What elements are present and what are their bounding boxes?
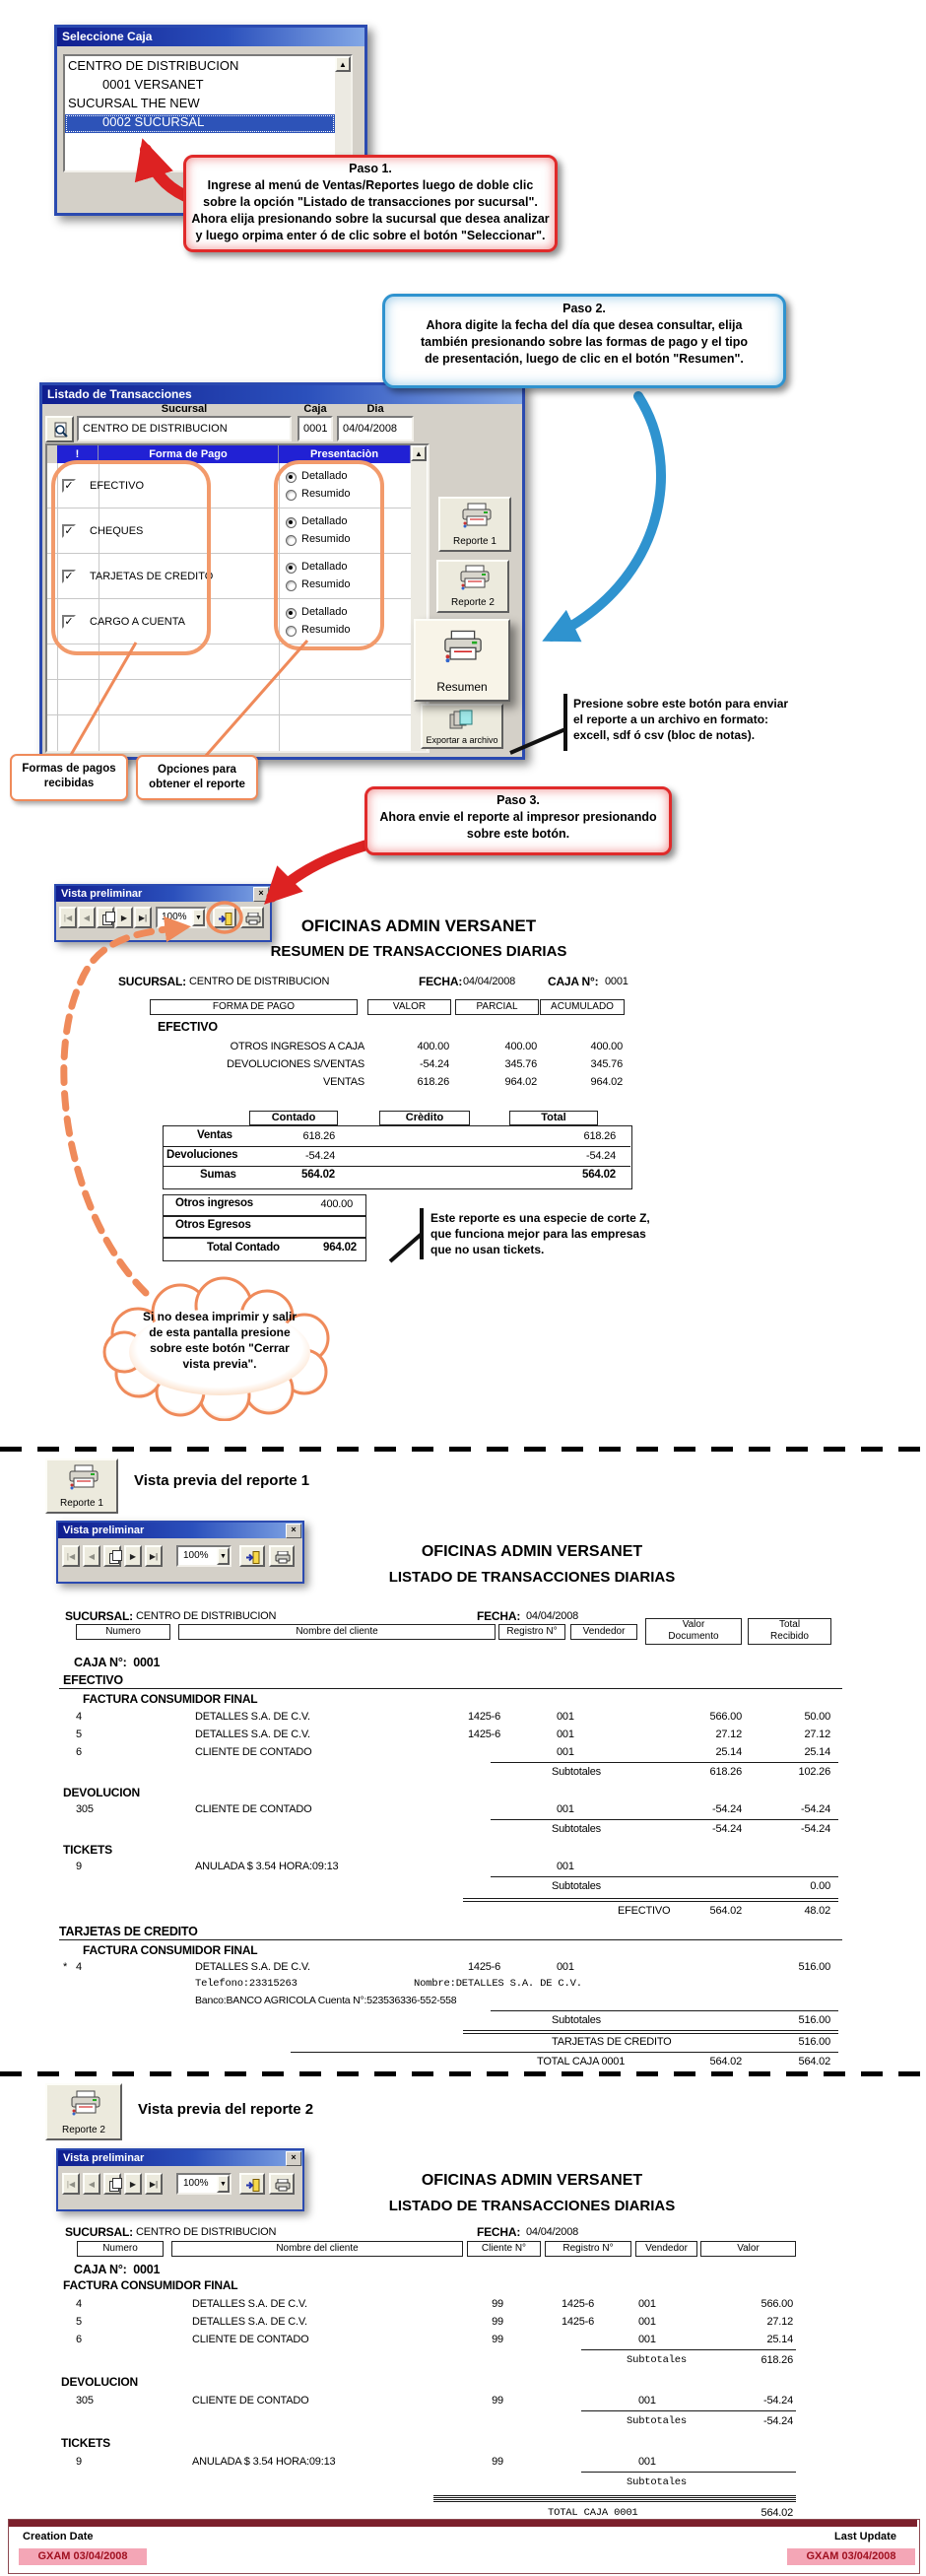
seleccione-caja-titlebar xyxy=(57,28,364,46)
last-update-label: Last Update xyxy=(834,2531,896,2542)
reporte1-button[interactable]: Reporte 1 xyxy=(438,497,511,552)
preview-magnifier-icon xyxy=(52,422,70,440)
nav-next-button[interactable]: ▶ xyxy=(115,907,133,928)
corte-note-bracket xyxy=(390,1208,422,1261)
resumido-label: Resumido xyxy=(301,578,351,590)
col-credito: Crèdito xyxy=(379,1111,470,1125)
forma-label: EFECTIVO xyxy=(90,480,145,492)
close-preview-button[interactable] xyxy=(239,2173,265,2195)
nav-next-button[interactable]: ▶ xyxy=(124,2173,142,2195)
scroll-up-button[interactable] xyxy=(335,56,351,72)
paso1-line: Ahora elija presionando sobre la sucursal que desea analizar xyxy=(191,212,550,226)
close-icon[interactable]: × xyxy=(286,1524,301,1538)
seleccione-caja-title: Seleccione Caja xyxy=(62,30,153,43)
paso1-line: y luego orpima enter ó de clic sobre el botón "Seleccionar". xyxy=(195,229,546,242)
cloud-callout xyxy=(94,1273,350,1421)
list-item[interactable]: CENTRO DE DISTRIBUCION xyxy=(68,58,239,73)
paso1-callout xyxy=(183,155,558,252)
last-update-value: GXAM 03/04/2008 xyxy=(787,2548,915,2565)
caja-field[interactable]: 0001 xyxy=(298,416,333,441)
creation-date-label: Creation Date xyxy=(23,2531,94,2542)
vista-preliminar-window xyxy=(54,884,272,942)
zoom-combobox[interactable]: 100% ▼ xyxy=(176,2173,232,2195)
paso2-callout xyxy=(382,294,786,388)
close-preview-button[interactable] xyxy=(213,907,236,928)
cloud-text: Si no desea imprimir y salir de esta pantalla presione sobre este botón "Cerrar vista previa". xyxy=(142,1310,298,1371)
export-folders-icon xyxy=(448,708,478,733)
listado-title: Listado de Transacciones xyxy=(47,387,192,401)
exportar-button[interactable]: Exportar a archivo xyxy=(421,704,503,749)
nav-last-button[interactable]: ▶| xyxy=(134,907,152,928)
vista-preliminar-window xyxy=(56,1521,304,1584)
forma-label: CHEQUES xyxy=(90,525,144,537)
check-icon: ✓ xyxy=(64,525,74,537)
paso2-line: también presionando sobre las formas de pago y el tipo xyxy=(420,335,748,349)
combo-arrow-icon[interactable]: ▼ xyxy=(217,2175,230,2193)
resumido-label: Resumido xyxy=(301,533,351,545)
vista-preliminar-titlebar: Vista preliminar xyxy=(56,886,270,902)
nav-prev-button[interactable]: ◀ xyxy=(83,2173,100,2195)
preview-report-button[interactable] xyxy=(45,416,74,442)
detallado-label: Detallado xyxy=(301,561,348,573)
formas-highlight-outline xyxy=(51,460,214,655)
col-valor-documento: Valor Documento xyxy=(645,1618,742,1645)
dia-field[interactable]: 04/04/2008 xyxy=(337,416,414,441)
list-item-selected[interactable]: 0002 SUCURSAL xyxy=(65,114,335,133)
exit-door-icon xyxy=(245,2178,261,2193)
vista-preliminar-titlebar: Vista preliminar xyxy=(58,2150,302,2166)
paso2-arrow xyxy=(552,396,661,637)
col-total-recibido: Total Recibido xyxy=(748,1618,831,1645)
scroll-up-icon: ▲ xyxy=(415,449,423,458)
grid-scroll-up-button[interactable] xyxy=(411,445,427,461)
resumen-button[interactable]: Resumen xyxy=(414,619,510,702)
presentacion-highlight-outline xyxy=(274,460,384,650)
paso1-line: sobre la opción "Listado de transacciones por sucursal". xyxy=(203,195,538,209)
paso3-title: Paso 3. xyxy=(496,793,540,807)
paso3-line: Ahora envie el reporte al impresor presionando xyxy=(379,810,657,824)
nav-last-button[interactable]: ▶| xyxy=(145,1545,163,1567)
combo-arrow-icon[interactable]: ▼ xyxy=(192,909,205,926)
pages-button[interactable] xyxy=(97,907,114,928)
dia-label: Dia xyxy=(366,403,384,415)
listado-window xyxy=(39,382,525,760)
combo-arrow-icon[interactable]: ▼ xyxy=(217,1547,230,1565)
forma-label: TARJETAS DE CREDITO xyxy=(90,571,214,582)
grid-header-presentacion: Presentaciòn xyxy=(279,445,411,463)
creation-date-value: GXAM 03/04/2008 xyxy=(19,2548,147,2565)
formas-callout: Formas de pagos recibidas xyxy=(10,754,128,801)
nav-first-button[interactable]: |◀ xyxy=(62,1545,80,1567)
resumen-title1: OFICINAS ADMIN VERSANET xyxy=(300,916,537,935)
col-forma-de-pago: FORMA DE PAGO xyxy=(150,999,358,1015)
report2-section-label: Vista previa del reporte 2 xyxy=(138,2101,314,2118)
opciones-callout: Opciones para obtener el reporte xyxy=(136,755,258,800)
pages-button[interactable] xyxy=(103,1545,121,1567)
close-icon[interactable]: × xyxy=(253,887,269,902)
reporte1-section-button[interactable]: Reporte 1 xyxy=(45,1458,118,1514)
col-parcial: PARCIAL xyxy=(455,999,539,1015)
col-acumulado: ACUMULADO xyxy=(540,999,625,1015)
close-preview-button[interactable] xyxy=(239,1545,265,1567)
printer-icon xyxy=(441,629,485,664)
exit-door-icon xyxy=(218,912,233,926)
nav-first-button[interactable]: |◀ xyxy=(59,907,77,928)
printer-icon xyxy=(458,565,492,590)
pages-button[interactable] xyxy=(103,2173,121,2195)
grid-header-forma: Forma de Pago xyxy=(99,445,279,463)
list-item[interactable]: 0001 VERSANET xyxy=(102,77,204,92)
detallado-label: Detallado xyxy=(301,515,348,527)
zoom-combobox[interactable]: 100% ▼ xyxy=(176,1545,232,1567)
list-item[interactable]: SUCURSAL THE NEW xyxy=(68,96,200,110)
check-icon: ✓ xyxy=(64,571,74,582)
close-icon[interactable]: × xyxy=(286,2151,301,2166)
col-contado: Contado xyxy=(249,1111,338,1125)
nav-prev-button[interactable]: ◀ xyxy=(78,907,96,928)
resumido-label: Resumido xyxy=(301,624,351,636)
reporte2-section-button[interactable]: Reporte 2 xyxy=(45,2083,122,2140)
paso1-title: Paso 1. xyxy=(349,162,392,175)
sucursal-label: Sucursal xyxy=(161,403,208,415)
check-icon: ✓ xyxy=(64,616,74,628)
paso2-title: Paso 2. xyxy=(562,302,606,315)
paso3-line: sobre este botón. xyxy=(466,827,570,841)
exit-door-icon xyxy=(245,1550,261,1565)
tutorial-page: Seleccione Caja CENTRO DE DISTRIBUCION 0001 VERSANET SUCURSAL THE NEW 0002 SUCURSAL ▲ Paso 1. Ingrese al menú de Ventas/Reportes luego de doble clic sobre la opción "Listado de transacciones por sucursal". Ahora elija presionando sobre la sucursal que desea analizar y luego orpima enter ó de clic sobre el botón "Seleccionar". Paso 2. Ahora digite la fecha del día que desea consultar, elija también presionando sobre las formas de pago y el tipo de presentación, luego de clic en el botón "Resumen". Listado de Transacciones Sucursal Caja Dia CENTRO DE DISTRIBUCION 0001 04/04/2008 ! Forma de Pago Presentaciòn ▲ ✓ EFECTIVO Detallado Resumido ✓ CHEQUES Detallado Resumido ✓ TARJETAS DE CREDITO Detallado Resumido ✓ CARGO A CUENTA Detallado Resumido Reporte 1 Reporte 2 Resumen Exportar a archivo Formas de pagos recibidas Opciones para obtener el reporte Presione sobre este botón para enviar el reporte a un archivo en formato: excell, sdf ó csv (bloc de notas). Paso 3. Ahora envie el reporte al impresor presionando sobre este botón. Vista preliminar × |◀ ◀ ▶ ▶| 100% ▼ OFICINAS ADMIN VERSANET RESUMEN DE TRANSACCIONES DIARIAS SUCURSAL: CENTRO DE DISTRIBUCION FECHA: 04/04/2008 CAJA N°: 0001 FORMA DE PAGO VALOR PARCIAL ACUMULADO EFECTIVO OTROS INGRESOS A CAJA 400.00 400.00 400.00 DEVOLUCIONES S/VENTAS -54.24 345.76 345.76 VENTAS 618.26 964.02 964.02 Contado Crèdito Total Ventas 618.26 618.26 Devoluciones -54.24 -54.24 Sumas 564.02 564.02 Otros ingresos 400.00 Otros Egresos Total Contado 964.02 Este reporte es una especie de corte Z, que funciona mejor para las empresas que no usan tickets. Si no desea imprimir y salir de esta pantalla presione sobre este botón "Cerrar vista previa". Reporte 1 Vista previa del reporte 1 Vista preliminar × |◀ ◀ ▶ ▶| 100% ▼ OFICINAS ADMIN VERSANET LISTADO DE TRANSACCIONES DIARIAS SUCURSAL: CENTRO DE DISTRIBUCION FECHA: 04/04/2008 Numero Nombre del cliente Registro N° Vendedor Valor Documento Total Recibido CAJA N°: 0001 EFECTIVO FACTURA CONSUMIDOR FINAL 4 DETALLES S.A. DE C.V. 1425-6 001 566.00 50.00 5 DETALLES S.A. DE C.V. 1425-6 001 27.12 27.12 6 CLIENTE DE CONTADO 001 25.14 25.14 Subtotales 618.26 102.26 DEVOLUCION 305 CLIENTE DE CONTADO 001 -54.24 -54.24 Subtotales -54.24 -54.24 TICKETS 9 ANULADA $ 3.54 HORA:09:13 001 Subtotales 0.00 EFECTIVO 564.02 48.02 TARJETAS DE CREDITO FACTURA CONSUMIDOR FINAL * 4 DETALLES S.A. DE C.V. 1425-6 001 516.00 Telefono:23315263 Nombre:DETALLES S.A. DE C.V. Banco:BANCO AGRICOLA Cuenta N°:523536336-552-558 Subtotales 516.00 TARJETAS DE CREDITO 516.00 TOTAL CAJA 0001 564.02 564.02 Reporte 2 Vista previa del reporte 2 Vista preliminar × |◀ ◀ ▶ ▶| 100% ▼ OFICINAS ADMIN VERSANET LISTADO DE TRANSACCIONES DIARIAS SUCURSAL: CENTRO DE DISTRIBUCION FECHA: 04/04/2008 Numero Nombre del cliente Cliente N° Registro N° Vendedor Valor CAJA N°: 0001 FACTURA CONSUMIDOR FINAL 4 DETALLES S.A. DE C.V. 99 1425-6 001 566.00 5 DETALLES S.A. DE C.V. 99 1425-6 001 27.12 6 CLIENTE DE CONTADO 99 001 25.14 Subtotales 618.26 DEVOLUCION 305 CLIENTE DE CONTADO 99 001 -54.24 Subtotales -54.24 TICKETS 9 ANULADA $ 3.54 HORA:09:13 99 001 Subtotales TOTAL CAJA 0001 564.02 Creation Date GXAM 03/04/2008 Last Update GXAM 03/04/2008 xyxy=(0,0,926,2576)
col-total: Total xyxy=(509,1111,598,1125)
export-note: Presione sobre este botón para enviar el reporte a un archivo en formato: excell, sdf ó csv (bloc de notas). xyxy=(573,697,789,742)
resumido-label: Resumido xyxy=(301,488,351,500)
section-separator xyxy=(0,2071,926,2076)
vista-preliminar-titlebar: Vista preliminar xyxy=(58,1523,302,1538)
sucursal-field[interactable]: CENTRO DE DISTRIBUCION xyxy=(77,416,292,441)
nav-next-button[interactable]: ▶ xyxy=(124,1545,142,1567)
corte-z-note: Este reporte es una especie de corte Z, que funciona mejor para las empresas que no usan tickets. xyxy=(430,1211,650,1256)
scroll-up-icon: ▲ xyxy=(339,60,347,69)
report1-section-label: Vista previa del reporte 1 xyxy=(134,1472,310,1489)
grid-header-mark: ! xyxy=(57,445,99,463)
vista-preliminar-window xyxy=(56,2148,304,2211)
nav-last-button[interactable]: ▶| xyxy=(145,2173,163,2195)
printer-icon xyxy=(67,1464,100,1490)
col-valor: VALOR xyxy=(367,999,451,1015)
paso2-line: de presentación, luego de clic en el botón "Resumen". xyxy=(425,352,744,366)
reporte2-button[interactable]: Reporte 2 xyxy=(436,560,509,613)
printer-icon xyxy=(460,503,494,528)
printer-icon xyxy=(245,913,261,925)
zoom-combobox[interactable]: 100% ▼ xyxy=(156,907,207,928)
paso2-line: Ahora digite la fecha del día que desea consultar, elija xyxy=(426,318,743,332)
footer xyxy=(8,2519,920,2574)
footer-bar xyxy=(9,2520,917,2527)
print-button[interactable] xyxy=(240,907,264,928)
paso1-line: Ingrese al menú de Ventas/Reportes luego de doble clic xyxy=(207,178,534,192)
print-button[interactable] xyxy=(269,1545,295,1567)
caja-label: Caja xyxy=(303,403,327,415)
detallado-label: Detallado xyxy=(301,606,348,618)
print-button[interactable] xyxy=(269,2173,295,2195)
resumen-title2: RESUMEN DE TRANSACCIONES DIARIAS xyxy=(270,943,567,960)
section-separator xyxy=(0,1447,926,1452)
check-icon: ✓ xyxy=(64,480,74,492)
forma-label: CARGO A CUENTA xyxy=(90,616,185,628)
nav-prev-button[interactable]: ◀ xyxy=(83,1545,100,1567)
printer-icon xyxy=(275,1551,291,1564)
paso3-callout xyxy=(364,786,672,855)
printer-icon xyxy=(69,2090,102,2116)
printer-icon xyxy=(275,2179,291,2192)
nav-first-button[interactable]: |◀ xyxy=(62,2173,80,2195)
detallado-label: Detallado xyxy=(301,470,348,482)
